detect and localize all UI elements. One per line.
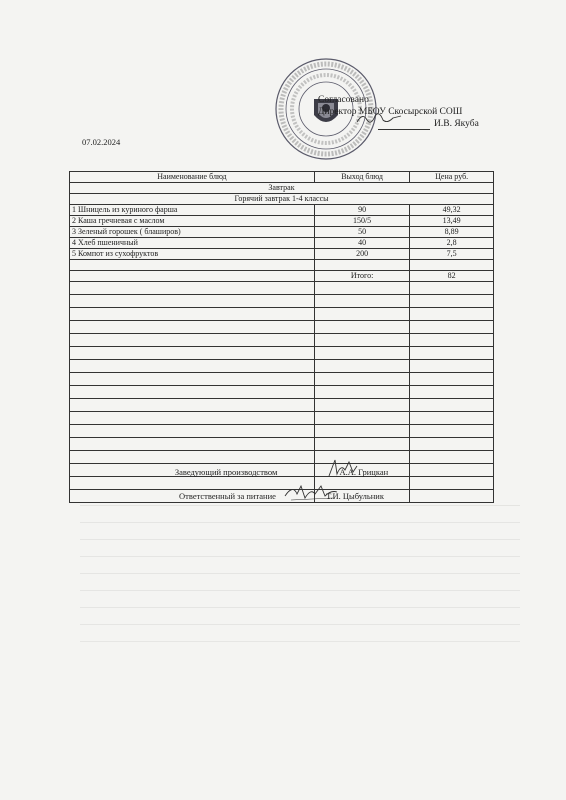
- responsible-title: Ответственный за питание: [179, 491, 276, 501]
- approval-position: Директор МБОУ Скосырской СОШ: [318, 107, 463, 117]
- empty-row: [70, 321, 494, 334]
- dish-output: 200: [314, 249, 410, 260]
- dish-name: 1 Шницель из куриного фарша: [70, 205, 315, 216]
- signature-underline: [378, 129, 430, 130]
- section-row: [70, 194, 494, 205]
- table-row: [70, 205, 494, 216]
- dish-name: 5 Компот из сухофруктов: [70, 249, 315, 260]
- empty-row: [70, 451, 494, 464]
- header-output: Выход блюд: [314, 172, 410, 183]
- manager-title: Заведующий производством: [174, 467, 278, 477]
- responsible-signature: [283, 482, 339, 502]
- table-row: [70, 249, 494, 260]
- manager-signature: [325, 456, 359, 480]
- approval-title: Согласовано: [318, 95, 369, 105]
- total-spacer: [70, 271, 315, 282]
- empty-row: [70, 308, 494, 321]
- responsible-name: Т.И. Цыбульник: [326, 491, 384, 501]
- show-through-table: [80, 505, 520, 656]
- manager-signature-line: [69, 467, 494, 477]
- dish-output: 40: [314, 238, 410, 249]
- table-row: [70, 227, 494, 238]
- dish-name: 2 Каша гречневая с маслом: [70, 216, 315, 227]
- total-row: [70, 271, 494, 282]
- dish-output: 50: [314, 227, 410, 238]
- empty-row: [70, 412, 494, 425]
- total-label: Итого:: [314, 271, 410, 282]
- empty-row: [70, 360, 494, 373]
- header-price: Цена руб.: [410, 172, 494, 183]
- dish-price: 8,89: [410, 227, 494, 238]
- empty-row: [70, 373, 494, 386]
- dish-price: 49,32: [410, 205, 494, 216]
- empty-row: [70, 347, 494, 360]
- document-date: 07.02.2024: [82, 137, 121, 147]
- empty-row: [70, 260, 494, 271]
- table-row: [70, 238, 494, 249]
- empty-row: [70, 295, 494, 308]
- empty-row: [70, 438, 494, 451]
- dish-output: 90: [314, 205, 410, 216]
- manager-name: А.А. Грицкан: [339, 467, 389, 477]
- empty-row: [70, 425, 494, 438]
- table-row: [70, 216, 494, 227]
- dish-name: 4 Хлеб пшеничный: [70, 238, 315, 249]
- empty-row: [70, 386, 494, 399]
- meal-title: Завтрак: [70, 183, 494, 194]
- empty-row: [70, 282, 494, 295]
- menu-table: [69, 171, 494, 503]
- dish-price: 2,8: [410, 238, 494, 249]
- empty-row: [70, 399, 494, 412]
- dish-output: 150/5: [314, 216, 410, 227]
- empty-row: [70, 334, 494, 347]
- approval-name: И.В. Якуба: [434, 119, 479, 129]
- dish-name: 3 Зеленый горошек ( блаширов): [70, 227, 315, 238]
- header-dish-name: Наименование блюд: [70, 172, 315, 183]
- total-value: 82: [410, 271, 494, 282]
- table-header-row: [70, 172, 494, 183]
- section-title: Горячий завтрак 1-4 классы: [70, 194, 494, 205]
- dish-price: 13,49: [410, 216, 494, 227]
- director-signature: [355, 110, 405, 126]
- dish-price: 7,5: [410, 249, 494, 260]
- meal-row: [70, 183, 494, 194]
- responsible-signature-line: [69, 491, 494, 501]
- empty-row: [70, 477, 494, 490]
